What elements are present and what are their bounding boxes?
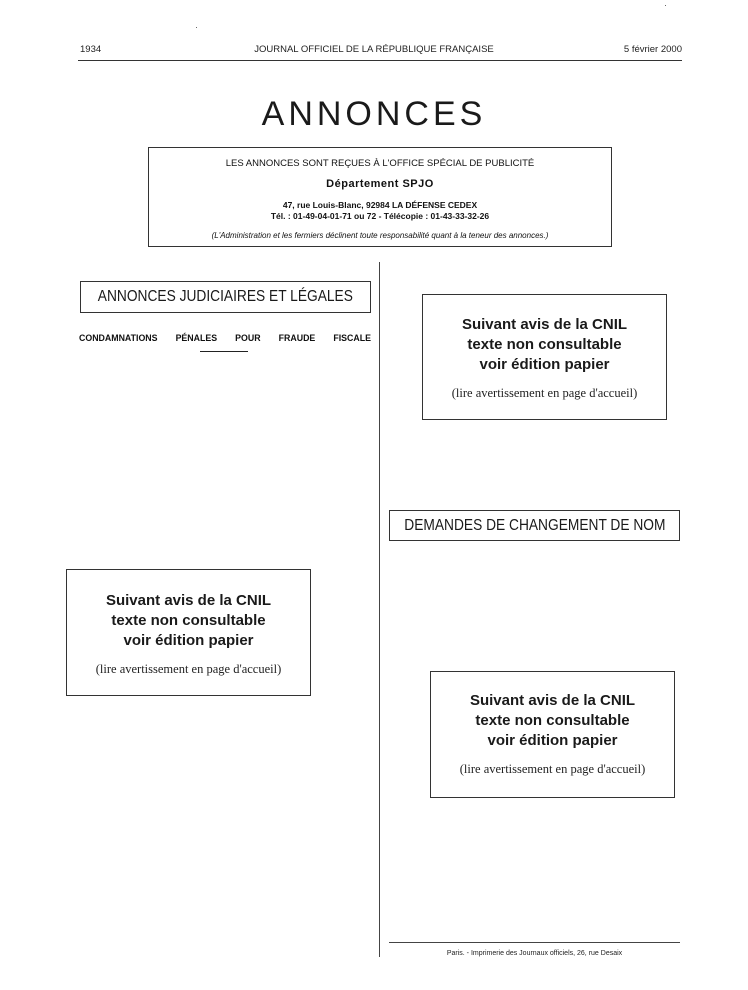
cnil-notice-note: (lire avertissement en page d'accueil) — [459, 762, 646, 776]
cnil-notice-line: voir édition papier — [487, 732, 618, 749]
cnil-notice-line: Suivant avis de la CNIL — [469, 692, 636, 709]
info-phone-line: Tél. : 01-49-04-01-71 ou 72 - Télécopie : 01-43-33-32-26 — [270, 211, 490, 221]
cnil-notice-line: voir édition papier — [479, 356, 610, 373]
cnil-notice-line: texte non consultable — [111, 612, 266, 629]
publicity-info-box — [148, 147, 612, 247]
info-office-line: LES ANNONCES SONT REÇUES À L'OFFICE SPÉCIAL DE PUBLICITÉ — [225, 158, 535, 169]
journal-title: JOURNAL OFFICIEL DE LA RÉPUBLIQUE FRANÇAISE — [254, 44, 494, 55]
cnil-notice-right-bottom — [430, 671, 675, 798]
section-title-judiciaires — [80, 281, 371, 313]
cnil-notice-line: Suivant avis de la CNIL — [461, 316, 628, 333]
cnil-notice-line: texte non consultable — [467, 336, 622, 353]
subheading-word: CONDAMNATIONS — [79, 333, 158, 343]
info-disclaimer-line: (L'Administration et les fermiers déclinent toute responsabilité quant à la teneur des annonces.) — [211, 231, 549, 240]
printer-footer: Paris. - Imprimerie des Journaux officiels, 26, rue Desaix — [446, 950, 623, 957]
page-number: 1934 — [80, 44, 102, 55]
cnil-notice-line: texte non consultable — [475, 712, 630, 729]
subheading-fraude-fiscale — [79, 333, 371, 343]
page-title: ANNONCES — [261, 95, 487, 133]
cnil-notice-line: Suivant avis de la CNIL — [105, 592, 272, 609]
cnil-notice-left — [66, 569, 311, 696]
scan-speck — [196, 27, 197, 28]
cnil-notice-line: voir édition papier — [123, 632, 254, 649]
section-title-judiciaires-label: ANNONCES JUDICIAIRES ET LÉGALES — [97, 288, 354, 305]
scan-speck — [665, 5, 666, 6]
footer-rule — [389, 942, 680, 943]
subheading-word: FRAUDE — [278, 333, 316, 343]
column-divider — [379, 262, 380, 957]
issue-date: 5 février 2000 — [623, 44, 682, 55]
subheading-rule — [200, 351, 248, 352]
info-department-line: Département SPJO — [326, 178, 434, 190]
section-title-changement-nom — [389, 510, 680, 541]
section-title-changement-nom-label: DEMANDES DE CHANGEMENT DE NOM — [403, 516, 666, 534]
subheading-word: FISCALE — [333, 333, 371, 343]
subheading-word: POUR — [235, 333, 261, 343]
header-rule — [78, 60, 682, 61]
subheading-word: PÉNALES — [175, 333, 218, 343]
info-address-line: 47, rue Louis-Blanc, 92984 LA DÉFENSE CEDEX — [282, 200, 478, 210]
cnil-notice-note: (lire avertissement en page d'accueil) — [95, 662, 282, 676]
cnil-notice-note: (lire avertissement en page d'accueil) — [451, 386, 638, 400]
cnil-notice-right-top — [422, 294, 667, 420]
